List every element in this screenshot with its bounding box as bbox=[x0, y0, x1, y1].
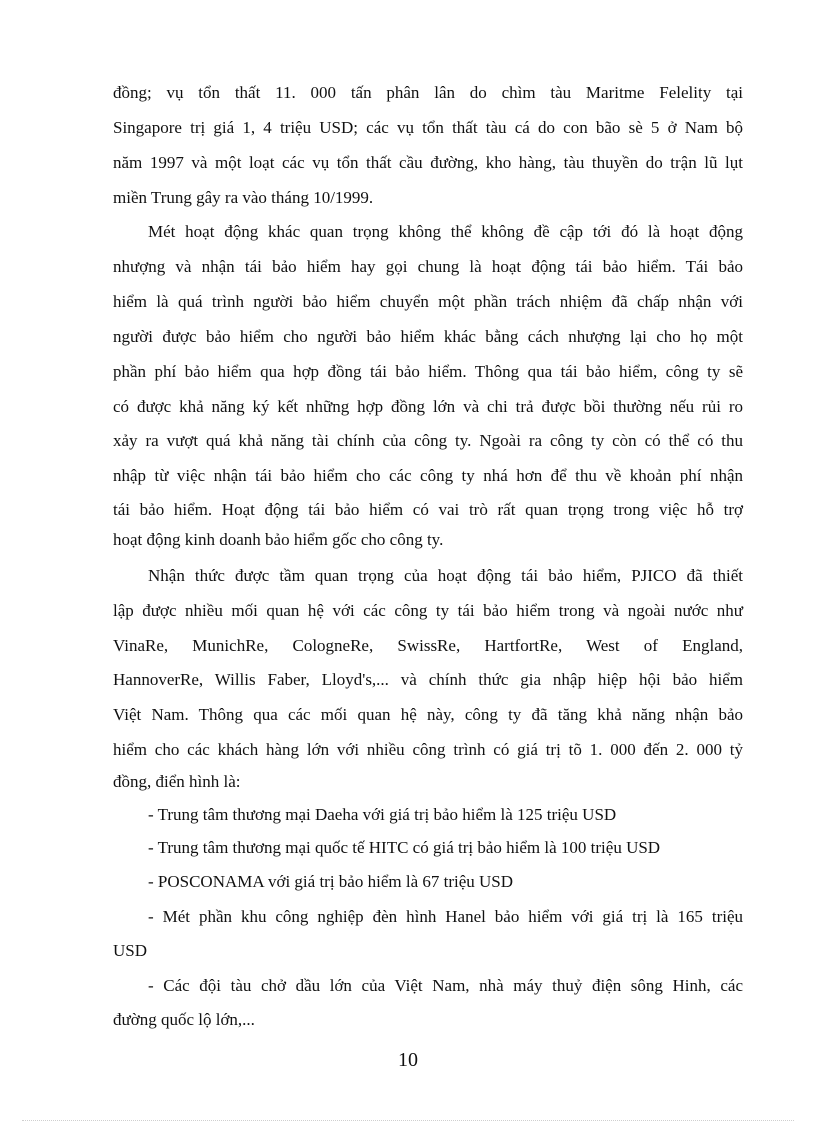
text-line: người được bảo hiểm cho người bảo hiểm khác bằng cách nhượng lại cho họ một bbox=[113, 327, 743, 346]
text-line: đường quốc lộ lớn,... bbox=[113, 1010, 255, 1029]
page-number: 10 bbox=[398, 1049, 418, 1071]
text-line: phần phí bảo hiểm qua hợp đồng tái bảo hiểm. Thông qua tái bảo hiểm, công ty sẽ bbox=[113, 362, 743, 381]
list-item: - Trung tâm thương mại Daeha với giá trị bảo hiểm là 125 triệu USD bbox=[148, 805, 617, 824]
text-line: hoạt động kinh doanh bảo hiểm gốc cho công ty. bbox=[113, 530, 444, 549]
text-line: năm 1997 và một loạt các vụ tổn thất cầu đường, kho hàng, tàu thuyền do trận lũ lụt bbox=[113, 153, 743, 172]
text-line: HannoverRe, Willis Faber, Lloyd's,... và chính thức gia nhập hiệp hội bảo hiểm bbox=[113, 670, 743, 689]
text-line: lập được nhiều mối quan hệ với các công ty tái bảo hiểm trong và ngoài nước như bbox=[113, 601, 743, 620]
text-line: đồng; vụ tổn thất 11. 000 tấn phân lân do chìm tàu Maritme Felelity tại bbox=[113, 83, 743, 102]
list-item: - Mét phần khu công nghiệp đèn hình Hanel bảo hiểm với giá trị là 165 triệu bbox=[148, 907, 743, 926]
text-line: Singapore trị giá 1, 4 triệu USD; các vụ tổn thất tàu cá do con bão sè 5 ở Nam bộ bbox=[113, 118, 743, 137]
text-line: nhượng và nhận tái bảo hiểm hay gọi chung là hoạt động tái bảo hiểm. Tái bảo bbox=[113, 257, 743, 276]
paragraph-first-line: Mét hoạt động khác quan trọng không thể không đề cập tới đó là hoạt động bbox=[148, 222, 743, 241]
text-line: miền Trung gây ra vào tháng 10/1999. bbox=[113, 188, 374, 207]
text-line: Việt Nam. Thông qua các mối quan hệ này, công ty đã tăng khả năng nhận bảo bbox=[113, 705, 743, 724]
text-line: hiểm cho các khách hàng lớn với nhiều công trình có giá trị tõ 1. 000 đến 2. 000 tỷ bbox=[113, 740, 743, 759]
list-item: - Trung tâm thương mại quốc tế HITC có giá trị bảo hiểm là 100 triệu USD bbox=[148, 838, 661, 857]
text-line: xảy ra vượt quá khả năng tài chính của công ty. Ngoài ra công ty còn có thể có thu bbox=[113, 431, 743, 450]
text-line: USD bbox=[113, 941, 148, 960]
page-bottom-divider bbox=[22, 1120, 794, 1121]
text-line: tái bảo hiểm. Hoạt động tái bảo hiểm có vai trò rất quan trọng trong việc hỗ trợ bbox=[113, 500, 743, 519]
text-line: hiểm là quá trình người bảo hiểm chuyển một phần trách nhiệm đã chấp nhận với bbox=[113, 292, 743, 311]
text-line: VinaRe, MunichRe, CologneRe, SwissRe, HartfortRe, West of England, bbox=[113, 636, 743, 655]
paragraph-first-line: Nhận thức được tầm quan trọng của hoạt động tái bảo hiểm, PJICO đã thiết bbox=[148, 566, 743, 585]
text-line: nhập từ việc nhận tái bảo hiểm cho các công ty nhá hơn để thu về khoản phí nhận bbox=[113, 466, 743, 485]
text-line: đồng, điển hình là: bbox=[113, 772, 241, 791]
list-item: - POSCONAMA với giá trị bảo hiểm là 67 triệu USD bbox=[148, 872, 514, 891]
list-item: - Các đội tàu chở dầu lớn của Việt Nam, nhà máy thuỷ điện sông Hinh, các bbox=[148, 976, 743, 995]
text-line: có được khả năng ký kết những hợp đồng lớn và chi trả được bồi thường nếu rủi ro bbox=[113, 397, 743, 416]
